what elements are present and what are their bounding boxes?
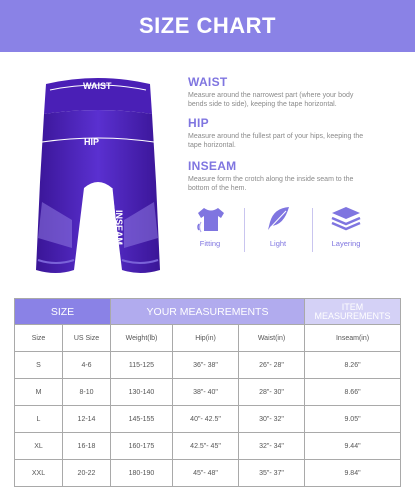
table-cell: 9.44" bbox=[305, 433, 401, 460]
table-cell: 160-175 bbox=[111, 433, 173, 460]
product-image bbox=[28, 70, 168, 280]
page-title: SIZE CHART bbox=[139, 13, 276, 38]
table-cell: 12-14 bbox=[63, 406, 111, 433]
column-header: Hip(in) bbox=[173, 325, 239, 352]
layers-icon bbox=[330, 204, 362, 234]
table-cell: 36"- 38" bbox=[173, 352, 239, 379]
inseam-info bbox=[188, 160, 373, 193]
hip-heading: HIP bbox=[188, 116, 209, 130]
table-cell: 8.66" bbox=[305, 379, 401, 406]
table-cell: 8.26" bbox=[305, 352, 401, 379]
table-cell: 26"- 28" bbox=[239, 352, 305, 379]
table-cell: 30"- 32" bbox=[239, 406, 305, 433]
table-cell: M bbox=[15, 379, 63, 406]
feature-light-label: Light bbox=[269, 239, 287, 248]
table-cell: 42.5"- 45" bbox=[173, 433, 239, 460]
feature-light bbox=[248, 204, 308, 248]
hip-description: Measure around the fullest part of your hips, keeping the tape horizontal. bbox=[188, 133, 364, 149]
inseam-description: Measure form the crotch along the inside seam to the bottom of the hem. bbox=[188, 176, 354, 192]
group-header-row bbox=[15, 299, 401, 325]
table-cell: 145-155 bbox=[111, 406, 173, 433]
table-cell: 9.05" bbox=[305, 406, 401, 433]
column-header: Waist(in) bbox=[239, 325, 305, 352]
shorts-illustration bbox=[28, 70, 168, 280]
group-header-size: SIZE bbox=[15, 299, 111, 325]
table-cell: 16-18 bbox=[63, 433, 111, 460]
size-table bbox=[14, 298, 401, 487]
feature-layering-label: Layering bbox=[331, 239, 361, 248]
table-cell: 9.84" bbox=[305, 460, 401, 487]
table-row bbox=[15, 460, 401, 487]
feature-divider bbox=[244, 208, 245, 252]
table-cell: 8-10 bbox=[63, 379, 111, 406]
table-row bbox=[15, 352, 401, 379]
hip-info bbox=[188, 117, 373, 150]
waist-description: Measure around the narrowest part (where your body bends side to side), keeping the tape horizontal. bbox=[188, 92, 354, 108]
group-header-item-measurements: ITEM MEASUREMENTS bbox=[305, 299, 401, 325]
table-cell: 40"- 42.5" bbox=[173, 406, 239, 433]
waist-label: WAIST bbox=[83, 81, 112, 91]
table-row bbox=[15, 379, 401, 406]
feature-fitting-label: Fitting bbox=[199, 239, 221, 248]
shirt-icon bbox=[194, 204, 226, 234]
table-cell: 45"- 48" bbox=[173, 460, 239, 487]
table-cell: 4-6 bbox=[63, 352, 111, 379]
inseam-heading: INSEAM bbox=[188, 159, 237, 173]
feature-layering bbox=[316, 204, 376, 248]
column-header: US Size bbox=[63, 325, 111, 352]
table-cell: 38"- 40" bbox=[173, 379, 239, 406]
group-header-your-measurements: YOUR MEASUREMENTS bbox=[111, 299, 305, 325]
table-cell: 32"- 34" bbox=[239, 433, 305, 460]
waist-heading: WAIST bbox=[188, 75, 228, 89]
table-cell: L bbox=[15, 406, 63, 433]
table-row bbox=[15, 433, 401, 460]
table-cell: XXL bbox=[15, 460, 63, 487]
table-row bbox=[15, 406, 401, 433]
feather-icon bbox=[262, 204, 294, 234]
table-cell: S bbox=[15, 352, 63, 379]
feature-divider bbox=[312, 208, 313, 252]
table-cell: XL bbox=[15, 433, 63, 460]
table-cell: 180-190 bbox=[111, 460, 173, 487]
column-header: Inseam(in) bbox=[305, 325, 401, 352]
table-cell: 28"- 30" bbox=[239, 379, 305, 406]
table-cell: 115-125 bbox=[111, 352, 173, 379]
column-header: Weight(lb) bbox=[111, 325, 173, 352]
table-cell: 20-22 bbox=[63, 460, 111, 487]
title-banner bbox=[0, 0, 415, 52]
feature-icons bbox=[180, 204, 380, 256]
table-cell: 130-140 bbox=[111, 379, 173, 406]
feature-fitting bbox=[180, 204, 240, 248]
table-cell: 35"- 37" bbox=[239, 460, 305, 487]
column-header-row bbox=[15, 325, 401, 352]
inseam-label: INSEAM bbox=[114, 210, 124, 246]
waist-info bbox=[188, 76, 373, 109]
hip-label: HIP bbox=[84, 137, 100, 147]
column-header: Size bbox=[15, 325, 63, 352]
